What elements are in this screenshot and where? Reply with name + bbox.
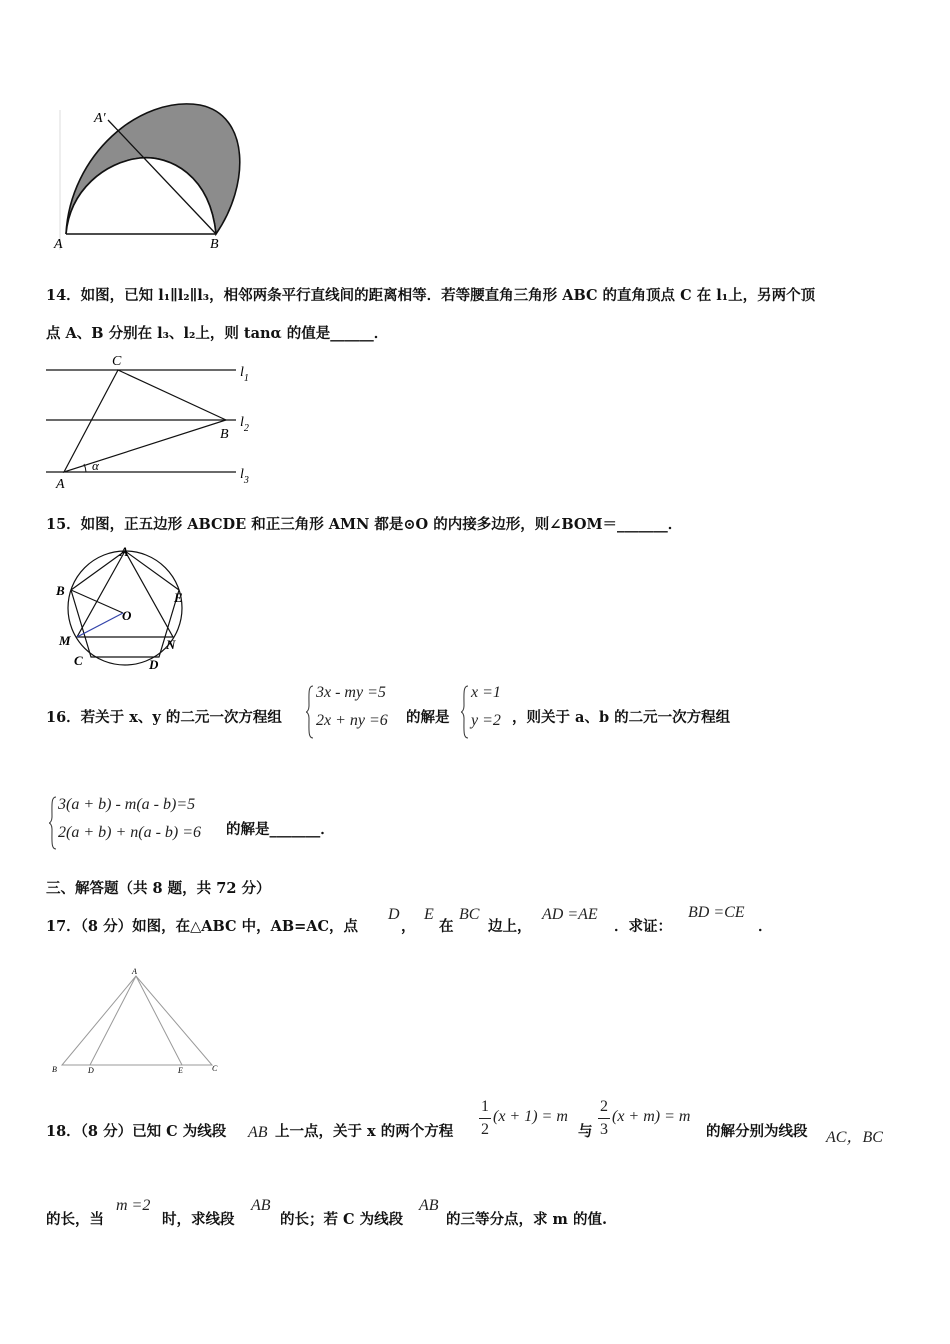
- q14-line2: 点 A、B 分别在 l₃、l₂上，则 tanα 的值是______．: [46, 325, 389, 342]
- q17-zai: 在: [439, 918, 454, 935]
- q18-frac2-bar: [598, 1118, 610, 1119]
- q17-bc: BC: [459, 906, 480, 923]
- label-m: M: [59, 633, 71, 648]
- q18-frac1-bar: [479, 1118, 491, 1119]
- label-b: B: [210, 237, 219, 252]
- label-e: E: [174, 590, 183, 605]
- q14-figure: [44, 350, 264, 492]
- q18-line2-c: 的长；若 C 为线段: [280, 1211, 404, 1228]
- q15-text: 15．如图，正五边形 ABCDE 和正三角形 AMN 都是⊙O 的内接多边形，则∠BOM＝_______．: [46, 516, 683, 533]
- label-a-prime: A′: [94, 111, 106, 126]
- label-a: A: [56, 477, 65, 492]
- q18-mid2: 的解分别为线段: [706, 1123, 808, 1140]
- label-l2: $l_2$: [240, 415, 249, 434]
- q18-ab: AB: [248, 1124, 268, 1141]
- q18-line2-b: 时，求线段: [162, 1211, 235, 1228]
- q16-sol2: y =2: [471, 712, 501, 729]
- label-o: O: [122, 608, 132, 623]
- q18-prefix: 18．（8 分）已知 C 为线段: [46, 1123, 227, 1140]
- q13-figure: [50, 100, 250, 255]
- q16-prefix: 16．若关于 x、y 的二元一次方程组: [46, 709, 282, 726]
- q16-suffix: ，则关于 a、b 的二元一次方程组: [512, 709, 731, 726]
- triangle-abc: [62, 976, 212, 1065]
- label-d: D: [88, 1066, 94, 1075]
- label-b: B: [56, 583, 65, 598]
- q17-comma: ，: [401, 918, 416, 935]
- q16-eq2: 2x + ny =6: [316, 712, 388, 729]
- q17-bd-ce: BD =CE: [688, 904, 745, 921]
- label-c: C: [212, 1064, 218, 1073]
- q17-dot: ．: [758, 918, 773, 935]
- label-c: C: [74, 653, 83, 668]
- label-l3: $l_3$: [240, 467, 249, 486]
- q17-e: E: [424, 906, 434, 923]
- label-alpha: α: [92, 458, 99, 473]
- q15-figure: [50, 545, 200, 675]
- q16-eq4: 2(a + b) + n(a - b) =6: [58, 824, 202, 841]
- q17-prefix: 17．（8 分）如图，在△ABC 中，AB=AC，点: [46, 918, 359, 935]
- q18-eq1: (x + 1) = m: [493, 1108, 568, 1125]
- q18-mid1: 上一点，关于 x 的两个方程: [275, 1123, 454, 1140]
- label-l1: $l_1$: [240, 365, 249, 384]
- label-d: D: [149, 657, 159, 672]
- pentagon-abcde: [71, 551, 179, 657]
- label-a: A: [132, 967, 137, 976]
- segment-bo: [71, 590, 123, 613]
- label-b: B: [52, 1065, 57, 1074]
- segment-ae: [136, 976, 182, 1065]
- q18-frac1-den: 2: [481, 1121, 489, 1138]
- label-a: A: [54, 237, 63, 252]
- label-b: B: [220, 427, 229, 442]
- q16-sol1: x =1: [471, 684, 501, 701]
- q16-eq1: 3x - my =5: [316, 684, 386, 701]
- q18-frac1-num: 1: [481, 1098, 489, 1115]
- q18-frac2-num: 2: [600, 1098, 608, 1115]
- label-n: N: [166, 637, 176, 652]
- brace-2: [460, 684, 470, 740]
- section3-title: 三、解答题（共 8 题，共 72 分）: [46, 880, 271, 897]
- q17-bian: 边上，: [488, 918, 532, 935]
- label-c: C: [112, 354, 122, 369]
- q18-ab2: AB: [251, 1197, 271, 1214]
- q16-end: 的解是_______．: [226, 821, 335, 838]
- q17-figure: [48, 962, 228, 1078]
- q18-ac-bc: AC，BC: [826, 1129, 883, 1146]
- brace-1: [305, 684, 315, 740]
- q18-line2-d: 的三等分点，求 m 的值.: [446, 1211, 607, 1228]
- brace-3: [48, 795, 58, 851]
- triangle-abc: [64, 370, 226, 472]
- q18-line2-a: 的长，当: [46, 1211, 104, 1228]
- label-a: A: [120, 545, 129, 559]
- label-e: E: [178, 1066, 183, 1075]
- segment-ad: [90, 976, 136, 1065]
- q17-ad-ae: AD =AE: [542, 906, 598, 923]
- triangle-amn: [77, 551, 173, 637]
- q18-eq2: (x + m) = m: [612, 1108, 691, 1125]
- q18-m2: m =2: [116, 1197, 151, 1214]
- q18-ab3: AB: [419, 1197, 439, 1214]
- q16-mid: 的解是: [406, 709, 450, 726]
- q17-d: D: [388, 906, 400, 923]
- q16-eq3: 3(a + b) - m(a - b)=5: [58, 796, 196, 813]
- q17-qiuzheng: ．求证：: [614, 918, 672, 935]
- q18-frac2-den: 3: [600, 1121, 608, 1138]
- q14-line1: 14．如图，已知 l₁∥l₂∥l₃，相邻两条平行直线间的距离相等．若等腰直角三角形 ABC 的直角顶点 C 在 l₁上，另两个顶: [46, 287, 816, 304]
- q18-yu: 与: [578, 1123, 593, 1140]
